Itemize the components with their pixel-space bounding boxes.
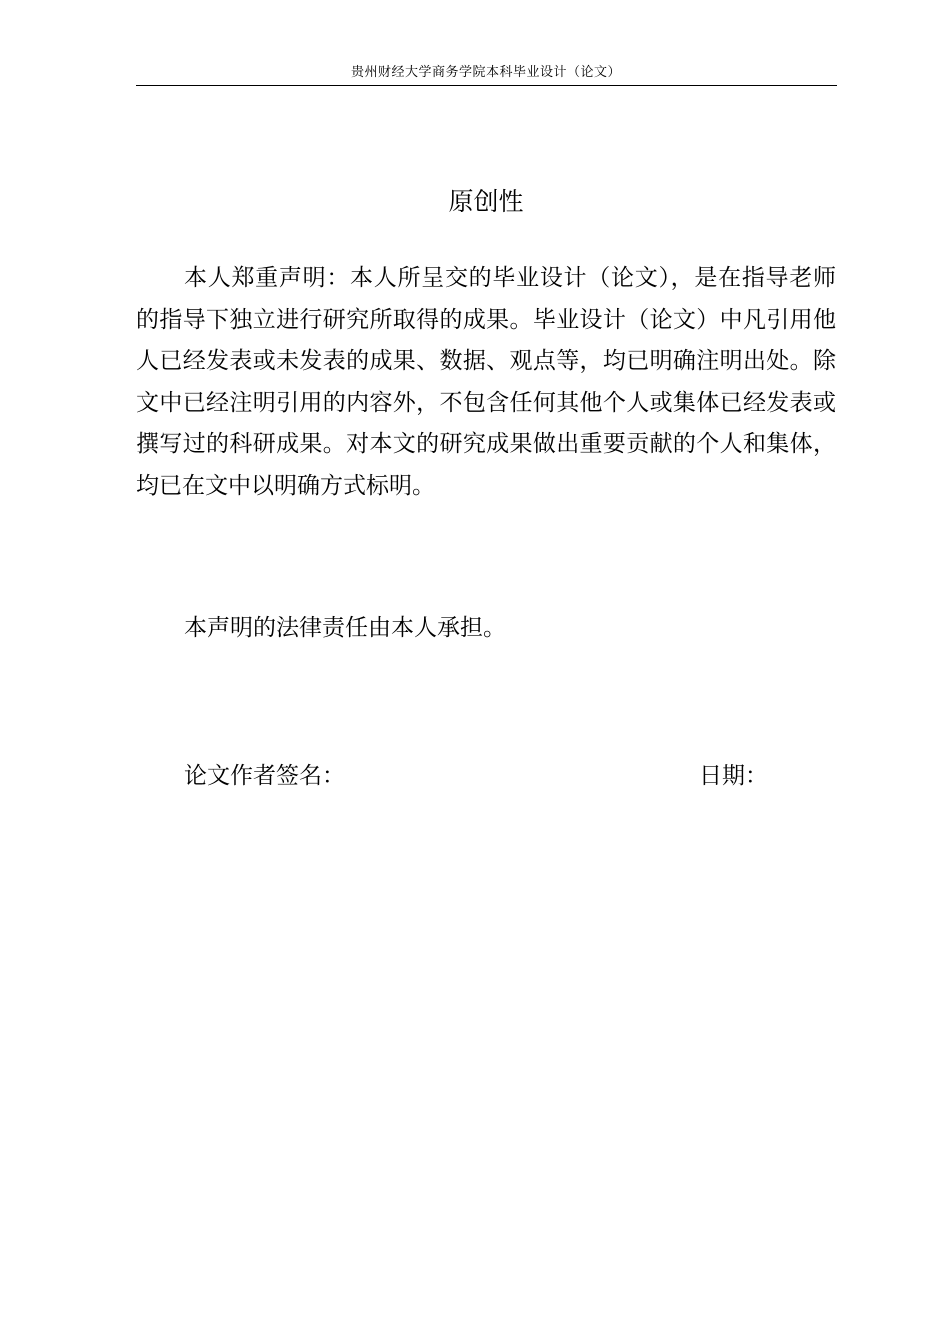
declaration-paragraph: 本人郑重声明：本人所呈交的毕业设计（论文），是在指导老师的指导下独立进行研究所取得的成果。毕业设计（论文）中凡引用他人已经发表或未发表的成果、数据、观点等，均已明确注明出处。除文中已经注明引用的内容外，不包含任何其他个人或集体已经发表或撰写过的科研成果。对本文的研究成果做出重要贡献的个人和集体，均已在文中以明确方式标明。 — [136, 265, 836, 499]
header-rule — [136, 85, 837, 86]
document-title: 原创性 — [448, 187, 524, 216]
running-header: 贵州财经大学商务学院本科毕业设计（论文） — [350, 65, 621, 80]
date-label: 日期： — [699, 763, 768, 789]
liability-statement: 本声明的法律责任由本人承担。 — [184, 615, 506, 641]
author-signature-label: 论文作者签名： — [184, 763, 345, 789]
